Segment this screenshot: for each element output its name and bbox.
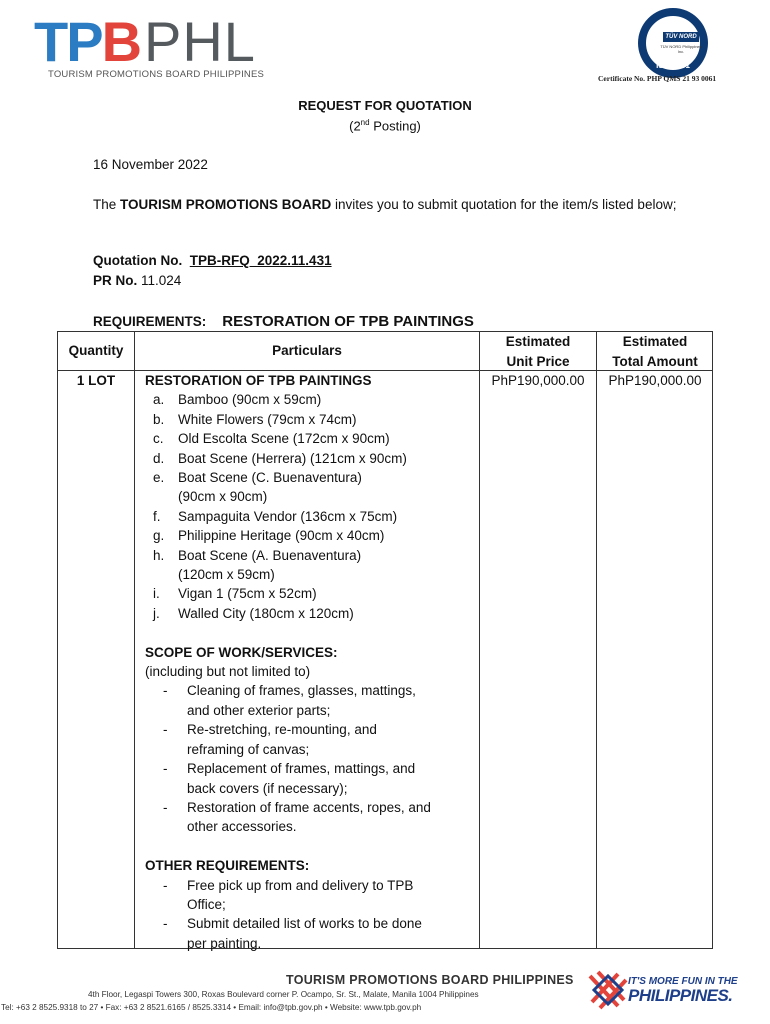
list-text: Walled City (180cm x 120cm): [178, 605, 354, 621]
scope-item: [145, 720, 475, 759]
list-marker: -: [163, 683, 168, 699]
list-marker: f.: [153, 508, 161, 524]
list-text: Bamboo (90cm x 59cm): [178, 392, 322, 408]
quantity-cell: 1 LOT: [76, 373, 116, 388]
list-marker: -: [163, 799, 168, 815]
list-text: Boat Scene (Herrera) (121cm x 90cm): [178, 450, 407, 466]
painting-item: [145, 546, 475, 585]
list-marker: -: [163, 761, 168, 777]
slogan-bottom: PHILIPPINES.: [628, 986, 733, 1005]
header-quantity: Quantity: [68, 343, 124, 358]
list-text: Replacement of frames, mattings, and back covers (if necessary);: [187, 761, 416, 796]
list-text: Restoration of frame accents, ropes, and other accessories.: [187, 799, 431, 835]
painting-item: [145, 429, 475, 448]
painting-item: [145, 449, 475, 468]
list-marker: i.: [153, 586, 160, 602]
scope-list: [145, 681, 475, 836]
painting-item: [145, 526, 475, 545]
list-text: White Flowers (79cm x 74cm): [178, 411, 357, 427]
other-requirements-list: [145, 876, 475, 954]
slogan-top: IT'S MORE FUN IN THE: [628, 976, 738, 987]
logo-wordmark: TPBPHL: [34, 10, 256, 73]
seal-iso-text: ISO 9001: [656, 61, 690, 70]
scope-item: [145, 759, 475, 798]
painting-item: [145, 410, 475, 429]
painting-item: [145, 507, 475, 526]
list-marker: -: [163, 877, 168, 893]
footer-title: TOURISM PROMOTIONS BOARD PHILIPPINES: [286, 973, 574, 987]
list-marker: g.: [153, 528, 165, 544]
list-text: Sampaguita Vendor (136cm x 75cm): [178, 508, 398, 524]
list-marker: e.: [153, 470, 165, 486]
certificate-number: Certificate No. PHP QMS 21 93 0061: [598, 74, 717, 83]
scope-item: [145, 681, 475, 720]
quotation-table: [57, 331, 713, 949]
header-particulars: Particulars: [272, 343, 342, 358]
list-marker: a.: [153, 392, 165, 408]
requirements-heading: REQUIREMENTS: RESTORATION OF TPB PAINTINGS: [93, 313, 474, 330]
list-marker: j.: [153, 605, 160, 621]
particulars-cell: [145, 371, 475, 953]
seal-top-text: TÜV NORD: [663, 32, 699, 42]
weave-icon: [588, 968, 628, 1012]
scope-item: [145, 798, 475, 837]
other-requirement-item: [145, 914, 475, 953]
footer-contact: Tel: +63 2 8525.9318 to 27 • Fax: +63 2 8521.6165 / 8525.3314 • Email: info@tpb.gov.ph • Website: www.tpb.gov.ph: [1, 1003, 422, 1012]
header-unit-price: Estimated Unit Price: [505, 334, 571, 369]
painting-item: [145, 390, 475, 409]
document-title: REQUEST FOR QUOTATION: [298, 98, 472, 113]
its-more-fun-logo: [588, 968, 738, 1012]
other-requirement-item: [145, 876, 475, 915]
list-marker: d.: [153, 450, 165, 466]
list-marker: -: [163, 722, 168, 738]
list-text: Re-stretching, re-mounting, and reframing of canvas;: [187, 722, 377, 757]
header-total-amount: Estimated Total Amount: [612, 334, 698, 369]
scope-title: SCOPE OF WORK/SERVICES:: [145, 644, 338, 660]
list-text: Free pick up from and delivery to TPB Office;: [187, 877, 414, 912]
tpb-phl-logo: [34, 10, 274, 84]
paintings-list: [145, 390, 475, 623]
pr-number: PR No. 11.024: [93, 273, 182, 288]
document-subtitle: (2nd Posting): [349, 118, 421, 134]
logo-subtitle: TOURISM PROMOTIONS BOARD PHILIPPINES: [48, 69, 265, 80]
other-requirements-title: OTHER REQUIREMENTS:: [145, 858, 310, 874]
list-marker: h.: [153, 547, 165, 563]
list-text: Boat Scene (C. Buenaventura) (90cm x 90cm): [178, 470, 362, 505]
list-marker: c.: [153, 431, 164, 447]
list-text: Cleaning of frames, glasses, mattings, and other exterior parts;: [187, 683, 416, 718]
painting-item: [145, 468, 475, 507]
unit-price-cell: PhP190,000.00: [491, 373, 585, 388]
scope-note: (including but not limited to): [145, 664, 311, 680]
list-text: Submit detailed list of works to be done per painting.: [187, 916, 422, 951]
painting-item: [145, 604, 475, 623]
list-text: Old Escolta Scene (172cm x 90cm): [178, 431, 390, 447]
list-text: Vigan 1 (75cm x 52cm): [178, 586, 317, 602]
list-text: Boat Scene (A. Buenaventura) (120cm x 59cm): [178, 547, 362, 583]
seal-middle-text: TÜV NORD Philippines Inc.: [660, 44, 702, 54]
item-title: RESTORATION OF TPB PAINTINGS: [145, 373, 372, 388]
list-marker: b.: [153, 411, 165, 427]
footer-address: 4th Floor, Legaspi Towers 300, Roxas Boulevard corner P. Ocampo, Sr. St., Malate, Manila 1004 Philippines: [88, 990, 479, 999]
list-text: Philippine Heritage (90cm x 40cm): [178, 528, 385, 544]
intro-paragraph: The TOURISM PROMOTIONS BOARD invites you to submit quotation for the item/s listed below;: [93, 197, 677, 212]
total-amount-cell: PhP190,000.00: [608, 373, 702, 388]
iso-certification-seal: [638, 8, 708, 78]
document-date: 16 November 2022: [93, 157, 208, 172]
list-marker: -: [163, 916, 168, 932]
quotation-number: Quotation No. TPB-RFQ_2022.11.431: [93, 253, 332, 268]
painting-item: [145, 584, 475, 603]
